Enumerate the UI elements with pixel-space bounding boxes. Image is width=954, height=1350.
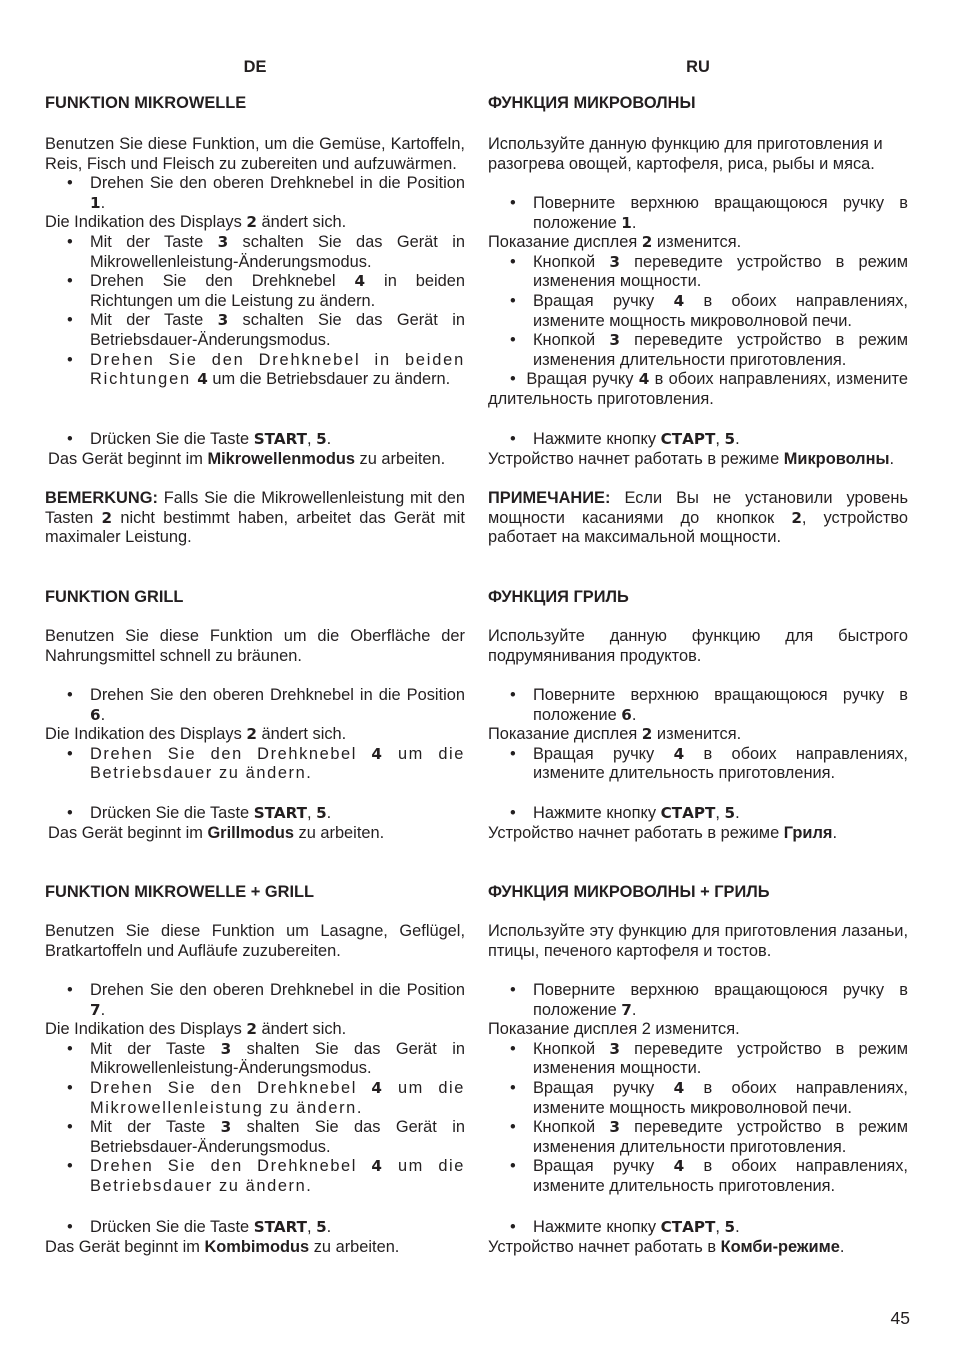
result-text: Das Gerät beginnt im Mikrowellenmodus zu arbeiten. bbox=[48, 449, 446, 468]
display-note: Die Indikation des Displays 2 ändert sich. bbox=[45, 725, 347, 744]
result-text: Устройство начнет работать в режиме Микроволны. bbox=[488, 449, 895, 468]
step-item: • Drehen Sie den Drehknebel 4 um die Betriebsdauer zu ändern. bbox=[45, 745, 465, 784]
start-step: • Drücken Sie die Taste START, 5. bbox=[45, 1218, 465, 1238]
step-item: • Mit der Taste 3 schalten Sie das Gerät in Mikrowellenleistung-Änderungsmodus. bbox=[45, 233, 465, 272]
intro-text: Используйте эту функцию для приготовления лазаньи, птицы, печеного картофеля и тостов. bbox=[488, 922, 908, 960]
step-item: • Вращая ручку 4 в обоих направлениях, измените мощность микроволновой печи. bbox=[488, 292, 908, 331]
display-note: Показание дисплея 2 изменится. bbox=[488, 233, 742, 252]
result-text: Устройство начнет работать в Комби-режиме. bbox=[488, 1237, 845, 1256]
step-item: • Поверните верхнюю вращающоюся ручку в положение 7. bbox=[488, 981, 908, 1020]
step-item: • Drehen Sie den Drehknebel 4 um die Betriebsdauer zu ändern. bbox=[45, 1157, 465, 1196]
step-item: • Кнопкой 3 переведите устройство в режим изменения мощности. bbox=[488, 253, 908, 292]
step-item: • Вращая ручку 4 в обоих направлениях, измените мощность микроволновой печи. bbox=[488, 1079, 908, 1118]
section-microwave bbox=[45, 135, 465, 390]
step-item: • Drehen Sie den oberen Drehknebel in die Position 7. bbox=[45, 981, 465, 1020]
note-paragraph: BEMERKUNG: Falls Sie die Mikrowellenleistung mit den Tasten 2 nicht bestimmt haben, arbeitet das Gerät mit maximaler Leistung. bbox=[45, 489, 465, 547]
section-title-grill: ФУНКЦИЯ ГРИЛЬ bbox=[488, 588, 629, 606]
display-note: Показание дисплея 2 изменится. bbox=[488, 725, 742, 744]
step-item: • Кнопкой 3 переведите устройство в режим изменения длительности приготовления. bbox=[488, 1118, 908, 1157]
result-text: Устройство начнет работать в режиме Гриля. bbox=[488, 823, 838, 842]
section-title-combi: ФУНКЦИЯ МИКРОВОЛНЫ + ГРИЛЬ bbox=[488, 883, 770, 901]
display-note: Die Indikation des Displays 2 ändert sich. bbox=[45, 1020, 347, 1039]
step-item: • Кнопкой 3 переведите устройство в режим изменения длительности приготовления. bbox=[488, 331, 908, 370]
section-grill bbox=[488, 686, 908, 784]
intro-text: Benutzen Sie diese Funktion um die Oberfläche der Nahrungsmittel schnell zu bräunen. bbox=[45, 627, 465, 665]
language-heading: RU bbox=[686, 58, 710, 76]
step-item: • Drehen Sie den oberen Drehknebel in die Position 1. bbox=[45, 174, 465, 213]
step-item: • Drehen Sie den Drehknebel 4 um die Mikrowellenleistung zu ändern. bbox=[45, 1079, 465, 1118]
step-item: • Drehen Sie den Drehknebel 4 in beiden Richtungen um die Leistung zu ändern. bbox=[45, 272, 465, 311]
step-item: • Кнопкой 3 переведите устройство в режим изменения мощности. bbox=[488, 1040, 908, 1079]
page-number: 45 bbox=[890, 1308, 910, 1328]
section-combi bbox=[45, 981, 465, 1197]
section-microwave bbox=[488, 194, 908, 410]
result-text: Das Gerät beginnt im Grillmodus zu arbeiten. bbox=[48, 823, 385, 842]
step-item: • Поверните верхнюю вращающоюся ручку в положение 1. bbox=[488, 194, 908, 233]
section-title-microwave: FUNKTION MIKROWELLE bbox=[45, 94, 247, 112]
section-title-grill: FUNKTION GRILL bbox=[45, 588, 184, 606]
intro-text: Benutzen Sie diese Funktion, um die Gemüse, Kartoffeln, Reis, Fisch und Fleisch zu zubereiten und aufzuwärmen. bbox=[45, 135, 465, 173]
start-block bbox=[45, 430, 465, 469]
step-item: • Mit der Taste 3 schalten Sie das Gerät in Betriebsdauer-Änderungsmodus. bbox=[45, 311, 465, 350]
step-item: • Drehen Sie den oberen Drehknebel in die Position 6. bbox=[45, 686, 465, 725]
note-paragraph: ПРИМЕЧАНИЕ: Если Вы не установили уровень мощности касаниями до кнопкок 2, устройство работает на максимальной мощности. bbox=[488, 489, 908, 547]
start-block bbox=[45, 804, 465, 843]
start-step: • Нажмите кнопку СТАРТ, 5. bbox=[488, 430, 908, 450]
language-heading: DE bbox=[243, 58, 267, 76]
step-item: • Вращая ручку 4 в обоих направлениях, измените длительность приготовления. bbox=[488, 370, 908, 408]
start-block bbox=[488, 1218, 908, 1257]
intro-text: Используйте данную функцию для быстрого подрумянивания продуктов. bbox=[488, 627, 908, 665]
start-block bbox=[488, 804, 908, 843]
result-text: Das Gerät beginnt im Kombimodus zu arbeiten. bbox=[45, 1237, 400, 1256]
intro-text: Используйте данную функцию для приготовления и разогрева овощей, картофеля, риса, рыбы и мяса. bbox=[488, 135, 883, 173]
section-grill bbox=[45, 686, 465, 784]
step-item: • Поверните верхнюю вращающоюся ручку в положение 6. bbox=[488, 686, 908, 725]
section-title-microwave: ФУНКЦИЯ МИКРОВОЛНЫ bbox=[488, 94, 696, 112]
step-item: • Вращая ручку 4 в обоих направлениях, измените длительность приготовления. bbox=[488, 1157, 908, 1196]
start-block bbox=[45, 1218, 465, 1257]
display-note: Die Indikation des Displays 2 ändert sich. bbox=[45, 213, 347, 232]
intro-text: Benutzen Sie diese Funktion um Lasagne, Geflügel, Bratkartoffeln und Aufläufe zuzubereiten. bbox=[45, 922, 465, 960]
step-item: • Drehen Sie den Drehknebel in beiden Richtungen 4 um die Betriebsdauer zu ändern. bbox=[45, 351, 465, 390]
section-title-combi: FUNKTION MIKROWELLE + GRILL bbox=[45, 883, 315, 901]
start-step: • Нажмите кнопку СТАРТ, 5. bbox=[488, 1218, 908, 1238]
step-item: • Вращая ручку 4 в обоих направлениях, измените длительность приготовления. bbox=[488, 745, 908, 784]
step-item: • Mit der Taste 3 shalten Sie das Gerät in Betriebsdauer-Änderungsmodus. bbox=[45, 1118, 465, 1157]
step-item: • Mit der Taste 3 shalten Sie das Gerät in Mikrowellenleistung-Änderungsmodus. bbox=[45, 1040, 465, 1079]
start-step: • Нажмите кнопку СТАРТ, 5. bbox=[488, 804, 908, 824]
section-combi bbox=[488, 981, 908, 1197]
start-block bbox=[488, 430, 908, 469]
start-step: • Drücken Sie die Taste START, 5. bbox=[45, 430, 465, 450]
start-step: • Drücken Sie die Taste START, 5. bbox=[45, 804, 465, 824]
display-note: Показание дисплея 2 изменится. bbox=[488, 1020, 740, 1039]
